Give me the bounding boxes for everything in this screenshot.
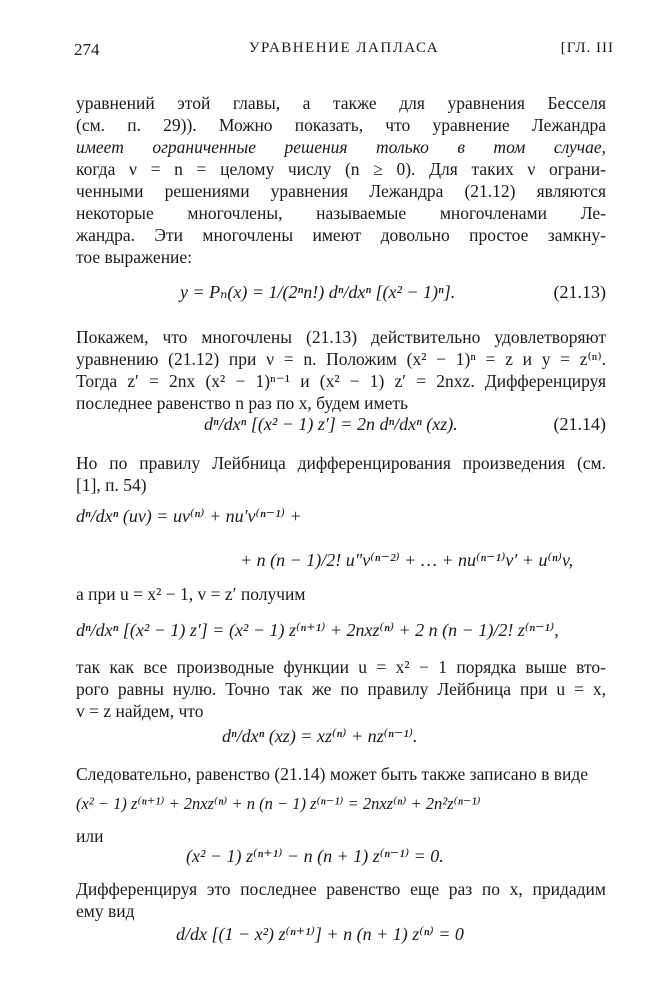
text-line: тое выражение: [76, 247, 193, 267]
text-line: так как все производные функции u = x² − 1 порядка выше вто- [76, 657, 606, 677]
text-consequently: Следовательно, равенство (21.14) может быть также записано в виде [76, 764, 589, 784]
text-line: некоторые многочлены, называемые многочленами Ле- [76, 203, 606, 223]
equation-final-form: d/dx [(1 − x²) z⁽ⁿ⁺¹⁾] + n (n + 1) z⁽ⁿ⁾ = 0 [176, 924, 464, 944]
paragraph-legendre-intro [76, 92, 606, 268]
text-line: жандра. Эти многочлены имеют довольно простое замкну- [76, 225, 606, 245]
text-line: когда ν = n = целому числу (n ≥ 0). Для таких ν ограни- [76, 159, 606, 179]
text-line: ченными решениями уравнения Лежандра (21.12) являются [76, 181, 606, 201]
text-line: Дифференцируя это последнее равенство еще раз по x, придадим [76, 879, 606, 899]
text-line: рого равны нулю. Точно так же по правилу Лейбница при u = x, [76, 679, 606, 699]
text-line: последнее равенство n раз по x, будем иметь [76, 393, 409, 413]
text-line: уравнению (21.12) при ν = n. Положим (x² − 1)ⁿ = z и y = z⁽ⁿ⁾. [76, 349, 606, 369]
equation-leibniz-line2: + n (n − 1)/2! u″v⁽ⁿ⁻²⁾ + … + nu⁽ⁿ⁻¹⁾v′ + u⁽ⁿ⁾v, [240, 550, 574, 570]
chapter-label: [ГЛ. III [560, 40, 614, 56]
paragraph-proof-start [76, 326, 606, 414]
text-line: Покажем, что многочлены (21.13) действительно удовлетворяют [76, 327, 606, 347]
equation-21-13: y = Pₙ(x) = 1/(2ⁿn!) dⁿ/dxⁿ [(x² − 1)ⁿ]. [180, 282, 456, 302]
text-line: [1], п. 54) [76, 475, 147, 495]
equation-xz-derivative: dⁿ/dxⁿ (xz) = xz⁽ⁿ⁾ + nz⁽ⁿ⁻¹⁾. [222, 726, 418, 746]
text-line: ему вид [76, 901, 135, 921]
text-line: имеет ограниченные решения только в том случае, [76, 137, 606, 157]
equation-number: (21.13) [553, 282, 606, 302]
equation-simplified: (x² − 1) z⁽ⁿ⁺¹⁾ − n (n + 1) z⁽ⁿ⁻¹⁾ = 0. [186, 846, 444, 866]
running-title: УРАВНЕНИЕ ЛАПЛАСА [248, 40, 440, 56]
text-substitution: а при u = x² − 1, v = z′ получим [76, 584, 306, 604]
equation-number: (21.14) [553, 414, 606, 434]
text-line: уравнений этой главы, а также для уравнения Бесселя [76, 93, 606, 113]
paragraph-leibniz-rule [76, 452, 606, 496]
text-line: Тогда z′ = 2nx (x² − 1)ⁿ⁻¹ и (x² − 1) z′ = 2nxz. Дифференцируя [76, 371, 606, 391]
text-line: Но по правилу Лейбница дифференцирования произведения (см. [76, 453, 606, 473]
equation-leibniz-line1: dⁿ/dxⁿ (uv) = uv⁽ⁿ⁾ + nu′v⁽ⁿ⁻¹⁾ + [76, 506, 302, 526]
page-number: 274 [74, 40, 100, 59]
text-or: или [76, 826, 104, 846]
equation-rewritten: (x² − 1) z⁽ⁿ⁺¹⁾ + 2nxz⁽ⁿ⁾ + n (n − 1) z⁽ⁿ⁻¹⁾ = 2nxz⁽ⁿ⁾ + 2n²z⁽ⁿ⁻¹⁾ [76, 794, 481, 813]
text-line: (см. п. 29)). Можно показать, что уравнение Лежандра [76, 115, 606, 135]
paragraph-differentiate-again [76, 878, 606, 922]
equation-expansion: dⁿ/dxⁿ [(x² − 1) z′] = (x² − 1) z⁽ⁿ⁺¹⁾ + 2nxz⁽ⁿ⁾ + 2 n (n − 1)/2! z⁽ⁿ⁻¹⁾, [76, 620, 559, 640]
text-line: v = z найдем, что [76, 701, 204, 721]
equation-21-14: dⁿ/dxⁿ [(x² − 1) z′] = 2n dⁿ/dxⁿ (xz). [204, 414, 458, 434]
page-header [74, 40, 614, 64]
paragraph-derivatives-zero [76, 656, 606, 722]
